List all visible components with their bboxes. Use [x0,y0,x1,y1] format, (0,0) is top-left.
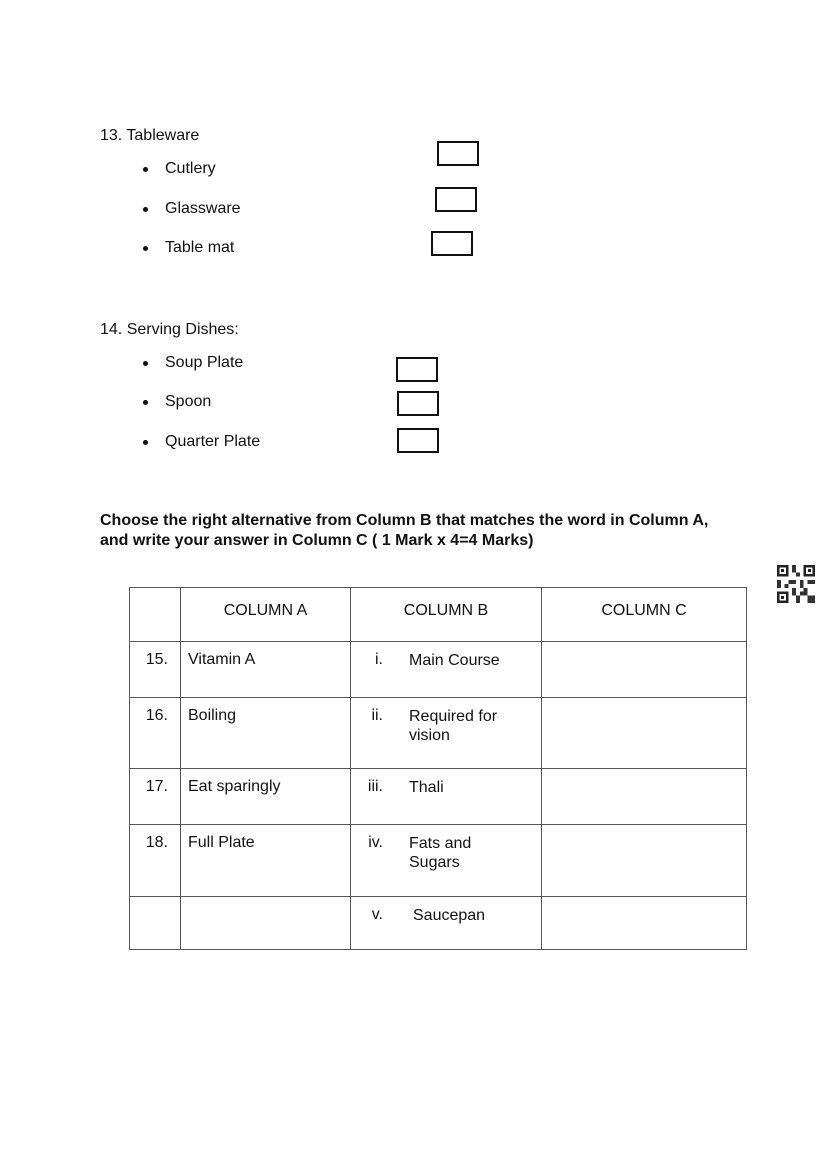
bullet-icon [143,361,148,366]
header-num [130,588,181,642]
table-header-row [130,588,747,642]
item-cutlery: Cutlery [165,160,216,177]
question-13-title: 13. Tableware [100,127,200,144]
option-text: Main Course [409,652,500,669]
bullet-icon [143,207,148,212]
column-a-cell [181,897,351,950]
bullet-icon [143,167,148,172]
instruction-text: Choose the right alternative from Column B that matches the word in Column A, and write your answer in Column C ( 1 Mark x 4=4 Marks) [100,512,709,549]
qr-code-icon [776,565,816,603]
column-b-cell [351,642,542,698]
table-row [130,825,747,897]
matching-table [129,587,747,950]
table-row [130,698,747,769]
column-a-cell: Vitamin A [181,642,351,698]
answer-box-cutlery[interactable] [437,141,479,166]
answer-box-quarter-plate[interactable] [397,428,439,453]
bullet-icon [143,246,148,251]
answer-box-table-mat[interactable] [431,231,473,256]
bullet-icon [143,440,148,445]
option-text: Required for vision [409,708,498,744]
column-c-answer-cell[interactable] [542,698,747,769]
row-number: 16. [130,698,181,769]
option-text: Thali [409,779,444,796]
item-spoon: Spoon [165,393,212,410]
column-c-answer-cell[interactable] [542,769,747,825]
option-text: Fats and Sugars [409,835,472,871]
row-number: 15. [130,642,181,698]
roman-numeral: i. [375,651,383,668]
bullet-icon [143,400,148,405]
row-number [130,897,181,950]
header-column-b: COLUMN B [351,588,542,642]
answer-box-glassware[interactable] [435,187,477,212]
column-b-cell [351,698,542,769]
item-glassware: Glassware [165,200,241,217]
answer-box-soup-plate[interactable] [396,357,438,382]
column-a-cell: Eat sparingly [181,769,351,825]
row-number: 17. [130,769,181,825]
roman-numeral: iv. [368,834,383,851]
table-row [130,769,747,825]
item-quarter-plate: Quarter Plate [165,433,261,450]
table-row [130,897,747,950]
column-c-answer-cell[interactable] [542,825,747,897]
answer-box-spoon[interactable] [397,391,439,416]
item-table-mat: Table mat [165,239,235,256]
header-column-c: COLUMN C [542,588,747,642]
item-soup-plate: Soup Plate [165,354,244,371]
roman-numeral: ii. [371,707,383,724]
column-b-cell [351,897,542,950]
header-column-a: COLUMN A [181,588,351,642]
question-14-title: 14. Serving Dishes: [100,321,239,338]
column-b-cell [351,769,542,825]
roman-numeral: v. [371,906,383,923]
roman-numeral: iii. [367,778,383,795]
column-a-cell: Boiling [181,698,351,769]
option-text: Saucepan [413,907,486,924]
row-number: 18. [130,825,181,897]
table-row [130,642,747,698]
column-a-cell: Full Plate [181,825,351,897]
column-c-answer-cell[interactable] [542,897,747,950]
column-b-cell [351,825,542,897]
column-c-answer-cell[interactable] [542,642,747,698]
